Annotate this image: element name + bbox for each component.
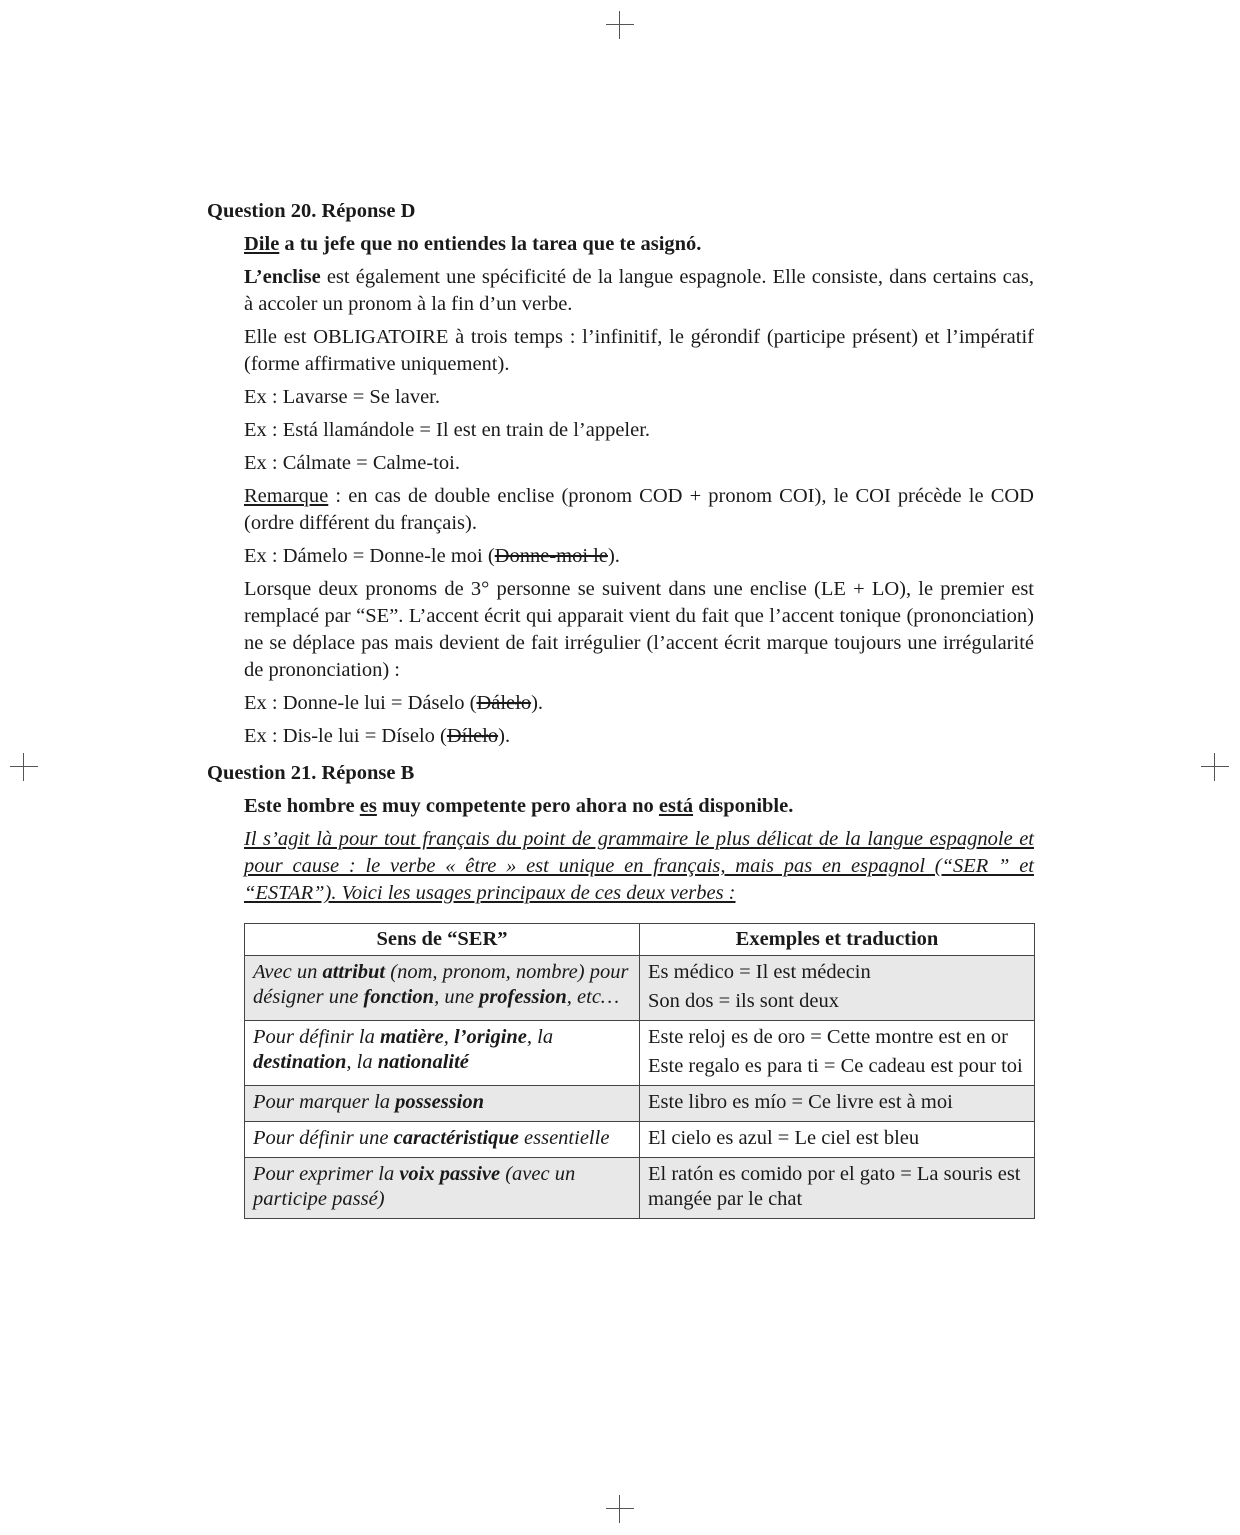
example-4	[244, 543, 1034, 570]
sentence-rest: a tu jefe que no entiendes la tarea que te asignó.	[279, 233, 702, 255]
example-2: Ex : Está llamándole = Il est en train de l’appeler.	[244, 419, 651, 441]
sense-text: Pour définir une	[253, 1127, 394, 1149]
example-3: Ex : Cálmate = Calme-toi.	[244, 452, 460, 474]
example-line: El ratón es comido por el gato = La souris est mangée par le chat	[648, 1163, 1021, 1210]
example-cell	[640, 1086, 1035, 1122]
crop-mark-right	[1201, 753, 1229, 781]
table-row	[245, 1158, 1035, 1219]
remark-paragraph	[244, 483, 1034, 537]
example-text: ).	[531, 692, 544, 714]
question-20-sentence	[244, 231, 1034, 258]
example-cell	[640, 956, 1035, 1021]
crop-mark-top	[606, 11, 634, 39]
sense-cell	[245, 1021, 640, 1086]
example-text: ).	[607, 545, 620, 567]
sense-text: (nom, pronom, nombre) pour désigner une	[253, 961, 629, 1008]
sense-text: essentielle	[518, 1127, 610, 1149]
remark-label: Remarque	[244, 485, 329, 507]
sense-keyword: possession	[395, 1091, 485, 1113]
sense-text: , la	[346, 1051, 378, 1073]
sense-text: , la	[526, 1026, 554, 1048]
question-21-sentence	[244, 793, 1034, 820]
sense-text: Avec un	[253, 961, 323, 983]
sense-text: Pour exprimer la	[253, 1163, 400, 1185]
sense-text: Pour définir la	[253, 1026, 380, 1048]
example-text: Ex : Donne-le lui = Dáselo (	[244, 692, 477, 714]
sense-keyword: destination	[253, 1051, 347, 1073]
struck-text: Donne-moi le	[494, 545, 608, 567]
third-person-paragraph: Lorsque deux pronoms de 3° personne se suivent dans une enclise (LE + LO), le premier est remplacé par “SE”. L’accent écrit qui apparait vient du fait que l’accent tonique (prononciation) ne se déplace pas mais devient de fait irrégulier (l’accent écrit marque toujours une irrégularité de prononciation) :	[244, 578, 1034, 681]
table-row	[245, 1122, 1035, 1158]
example-line: Es médico = Il est médecin	[648, 961, 871, 983]
sense-keyword: caractéristique	[393, 1127, 519, 1149]
struck-text: Díleło	[446, 725, 499, 747]
table-row	[245, 1086, 1035, 1122]
question-20-heading: Question 20. Réponse D	[207, 200, 416, 222]
column-header-sens: Sens de “SER”	[245, 924, 640, 956]
underlined-word: es	[359, 795, 377, 817]
sense-keyword: voix passive	[399, 1163, 501, 1185]
sense-keyword: nationalité	[377, 1051, 469, 1073]
definition-text: est également une spécificité de la langue espagnole. Elle consiste, dans certains cas, à accoler un pronom à la fin d’un verbe.	[244, 266, 1034, 315]
sense-keyword: matière	[379, 1026, 444, 1048]
example-line: Este reloj es de oro = Cette montre est en or	[648, 1026, 1008, 1048]
example-line: El cielo es azul = Le ciel est bleu	[648, 1127, 920, 1149]
struck-text: Dáleło	[476, 692, 532, 714]
table-row	[245, 956, 1035, 1021]
example-text: Ex : Dámelo = Donne-le moi (	[244, 545, 495, 567]
underlined-word: está	[658, 795, 694, 817]
example-cell	[640, 1122, 1035, 1158]
sense-cell	[245, 1122, 640, 1158]
question-21-body	[244, 793, 1034, 907]
example-cell	[640, 1021, 1035, 1086]
crop-mark-left	[10, 753, 38, 781]
ser-estar-intro: Il s’agit là pour tout français du point de grammaire le plus délicat de la langue espagnole et pour cause : le verbe « être » est unique en français, mais pas en espagnol (“SER ” et “ESTAR”). Voici les usages principaux de ces deux verbes :	[244, 828, 1034, 904]
example-text: ).	[498, 725, 511, 747]
sense-text: , une	[434, 986, 480, 1008]
obligatoire-paragraph: Elle est OBLIGATOIRE à trois temps : l’infinitif, le gérondif (participe présent) et l’impératif (forme affirmative uniquement).	[244, 326, 1034, 375]
sense-text: (avec un participe passé)	[253, 1163, 576, 1210]
sense-text: , etc…	[566, 986, 620, 1008]
example-5	[244, 690, 1034, 717]
sense-text: ,	[443, 1026, 454, 1048]
term-enclise: L’enclise	[244, 266, 321, 288]
sense-keyword: l’origine	[454, 1026, 527, 1048]
ser-usage-table	[244, 923, 1035, 1219]
sentence-text: disponible.	[693, 795, 794, 817]
sense-cell	[245, 1158, 640, 1219]
sense-keyword: attribut	[322, 961, 386, 983]
underlined-word: Dile	[244, 233, 280, 255]
enclise-definition	[244, 264, 1034, 318]
example-line: Este libro es mío = Ce livre est à moi	[648, 1091, 953, 1113]
sentence-text: muy competente pero ahora no	[376, 795, 659, 817]
question-21-heading: Question 21. Réponse B	[207, 762, 415, 784]
remark-text: : en cas de double enclise (pronom COD + pronom COI), le COI précède le COD (ordre différent du français).	[244, 485, 1034, 534]
example-line: Este regalo es para ti = Ce cadeau est pour toi	[648, 1055, 1023, 1077]
sense-cell	[245, 1086, 640, 1122]
crop-mark-bottom	[606, 1495, 634, 1523]
example-cell	[640, 1158, 1035, 1219]
example-line: Son dos = ils sont deux	[648, 990, 839, 1012]
sense-keyword: fonction	[363, 986, 435, 1008]
sense-keyword: profession	[479, 986, 567, 1008]
table-header-row	[245, 924, 1035, 956]
example-text: Ex : Dis-le lui = Díselo (	[244, 725, 447, 747]
sentence-text: Este hombre	[244, 795, 360, 817]
table-row	[245, 1021, 1035, 1086]
sense-cell	[245, 956, 640, 1021]
question-20-body	[244, 231, 1034, 750]
example-1: Ex : Lavarse = Se laver.	[244, 386, 440, 408]
column-header-exemples: Exemples et traduction	[640, 924, 1035, 956]
page-content	[207, 198, 1035, 1219]
sense-text: Pour marquer la	[253, 1091, 396, 1113]
example-6	[244, 723, 1034, 750]
